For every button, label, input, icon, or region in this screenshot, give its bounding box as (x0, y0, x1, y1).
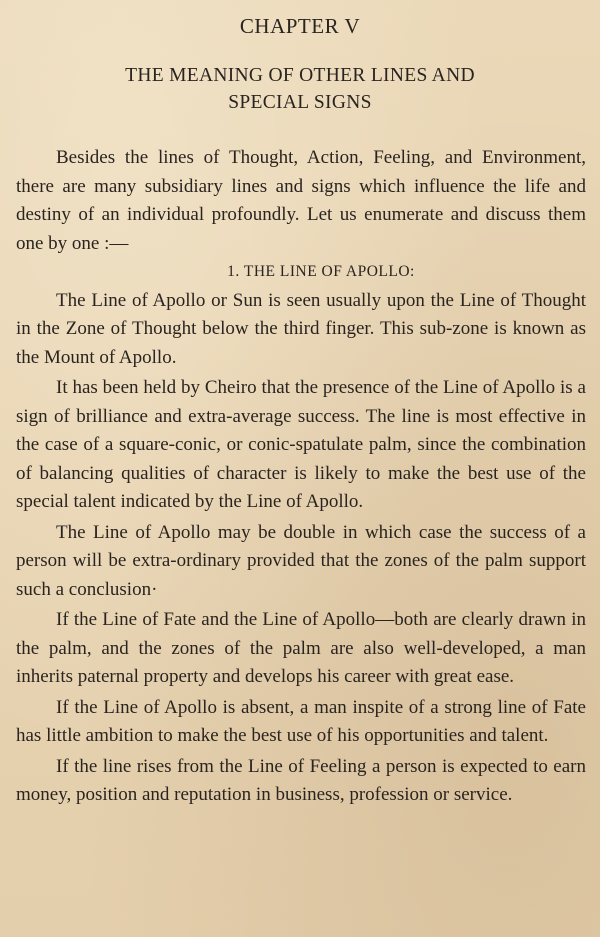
paragraph-6: If the line rises from the Line of Feeling a person is expected to earn money, position and reputation in business, profession or service. (16, 755, 586, 805)
chapter-title (0, 62, 600, 116)
paragraph-3: The Line of Apollo may be double in which case the success of a person will be extra-ordinary provided that the zones of the palm support such a conclusion· (16, 521, 586, 600)
chapter-number: CHAPTER V (239, 14, 361, 38)
section-heading: 1. THE LINE OF APOLLO: (227, 263, 415, 280)
chapter-title-line-2: SPECIAL SIGNS (228, 92, 372, 113)
paragraph-2: It has been held by Cheiro that the presence of the Line of Apollo is a sign of brilliance and extra-average success. The line is most effective in the case of a square-conic, or conic-spatulate palm, since the combination of balancing qualities of character is likely to make the best use of the special talent indicated by the Line of Apollo. (16, 377, 586, 512)
chapter-body (16, 144, 586, 810)
paragraph-5: If the Line of Apollo is absent, a man inspite of a strong line of Fate has little ambition to make the best use of his opportunities and talent. (16, 696, 586, 746)
intro-paragraph: Besides the lines of Thought, Action, Feeling, and Environment, there are many subsidiary lines and signs which influence the life and destiny of an individual profoundly. Let us enumerate and discuss them one by one :— (16, 147, 586, 254)
paragraph-1: The Line of Apollo or Sun is seen usually upon the Line of Thought in the Zone of Thought below the third finger. This sub-zone is known as the Mount of Apollo. (16, 289, 586, 368)
paragraph-4: If the Line of Fate and the Line of Apollo—both are clearly drawn in the palm, and the zones of the palm are also well-developed, a man inherits paternal property and develops his career with great ease. (16, 609, 586, 687)
chapter-title-line-1: THE MEANING OF OTHER LINES AND (125, 65, 475, 86)
